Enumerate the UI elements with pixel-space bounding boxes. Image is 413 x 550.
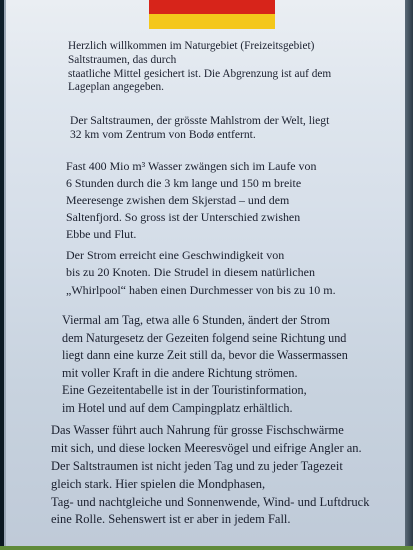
text-line: mit sich, und diese locken Meeresvögel und eifrige Angler an. [51, 440, 362, 455]
flag-emblem [149, 0, 275, 29]
text-line: bis zu 20 Knoten. Die Strudel in diesem natürlichen [66, 265, 315, 280]
flag-yellow-stripe [149, 14, 275, 29]
text-line: Der Strom erreicht eine Geschwindigkeit von [66, 248, 285, 262]
flag-red-stripe [149, 0, 275, 14]
paragraph-welcome [68, 40, 331, 95]
text-line: Viermal am Tag, etwa alle 6 Stunden, ändert der Strom [62, 313, 330, 327]
text-line: Saltstraumen, das durch [68, 53, 177, 66]
text-line: Meeresenge zwishen dem Skjerstad – und dem [66, 193, 290, 208]
paragraph-speed [66, 247, 336, 299]
text-line: Lageplan angegeben. [68, 81, 164, 94]
text-line: im Hotel und auf dem Campingplatz erhältlich. [62, 400, 293, 415]
text-line: mit voller Kraft in die andere Richtung strömen. [62, 365, 298, 380]
information-sign [4, 0, 413, 548]
text-line: Herzlich willkommen im Naturgebiet (Freizeitsgebiet) [68, 40, 315, 52]
paragraph-water-volume [66, 158, 316, 243]
text-line: „Whirlpool“ haben einen Durchmesser von bis zu 10 m. [66, 282, 336, 297]
text-line: Tag- und nachtgleiche und Sonnenwende, Wind- und Luftdruck [51, 494, 370, 509]
text-line: Fast 400 Mio m³ Wasser zwängen sich im Laufe von [66, 159, 317, 173]
text-line: 32 km vom Zentrum von Bodø entfernt. [70, 128, 256, 142]
paragraph-nature [51, 422, 369, 529]
paragraph-location [70, 114, 329, 142]
text-line: gleich stark. Hier spielen die Mondphasen, [51, 476, 266, 491]
text-line: staatliche Mittel gesichert ist. Die Abgrenzung ist auf dem [68, 67, 332, 80]
text-line: Saltenfjord. So gross ist der Unterschied zwishen [66, 210, 301, 225]
text-line: dem Naturgesetz der Gezeiten folgend seine Richtung und [62, 330, 347, 345]
text-line: Das Wasser führt auch Nahrung für grosse Fischschwärme [51, 423, 344, 437]
text-line: Der Saltstraumen, der grösste Mahlstrom der Welt, liegt [70, 114, 330, 127]
text-line: liegt dann eine kurze Zeit still da, bevor die Wassermassen [62, 348, 348, 363]
sign-frame-edge [405, 0, 413, 550]
paragraph-tides [62, 312, 348, 417]
grass-edge [0, 546, 413, 550]
text-line: 6 Stunden durch die 3 km lange und 150 m breite [66, 176, 302, 191]
text-line: Eine Gezeitentabelle ist in der Touristinformation, [62, 383, 307, 398]
text-line: Der Saltstraumen ist nicht jeden Tag und zu jeder Tagezeit [51, 458, 343, 473]
text-line: Ebbe und Flut. [66, 227, 137, 242]
text-line: eine Rolle. Sehenswert ist er aber in jedem Fall. [51, 512, 291, 527]
